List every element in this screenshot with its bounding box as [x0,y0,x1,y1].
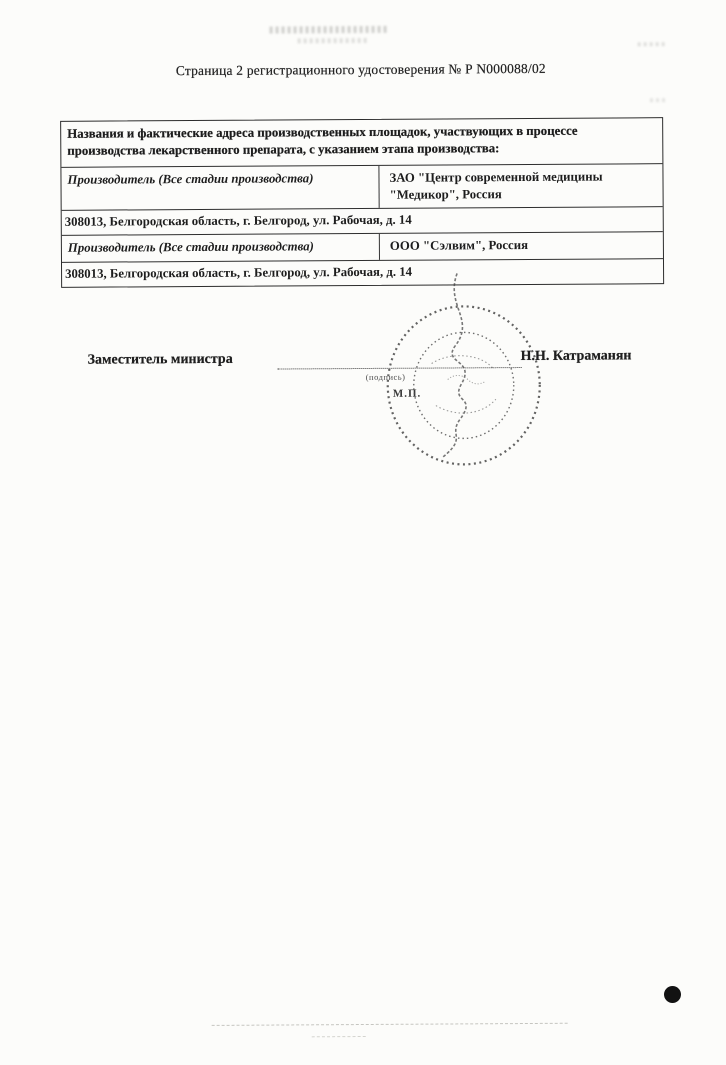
scan-smudge [638,42,666,46]
signatory-title: Заместитель министра [87,351,233,368]
hole-punch-dot [664,986,681,1003]
table-row [62,258,663,287]
scan-smudge [270,26,388,34]
producer-role-cell: Производитель (Все стадии производства) [67,239,314,256]
manufacturing-sites-table [60,117,664,288]
producer-name-cell: ООО "Сэлвим", Россия [379,232,663,259]
producer-address-cell: 308013, Белгородская область, г. Белгород, ул. Рабочая, д. 14 [64,212,412,229]
scan-smudge [650,98,666,102]
round-stamp-icon [371,267,562,473]
signature-caption: (подпись) [365,371,406,382]
table-row [61,163,662,210]
producer-name-cell: ЗАО "Центр современной медицины "Медикор", Россия [378,164,662,208]
stamp-place-mark: М.П. [392,387,422,400]
table-header: Названия и фактические адреса производственных площадок, участвующих в процессе производства лекарственного препарата, с указанием этапа производства: [67,123,578,159]
scan-artifact-line [312,1036,366,1037]
signatory-name: Н.Н. Катраманян [520,348,632,365]
table-row [62,231,663,261]
producer-role-cell: Производитель (Все стадии производства) [67,170,314,187]
scan-smudge [298,38,368,43]
table-row [62,206,663,235]
page-title: Страница 2 регистрационного удостоверения № Р N000088/02 [175,60,546,79]
producer-address-cell: 308013, Белгородская область, г. Белгород, ул. Рабочая, д. 14 [65,264,413,281]
scan-artifact-line [212,1023,568,1026]
